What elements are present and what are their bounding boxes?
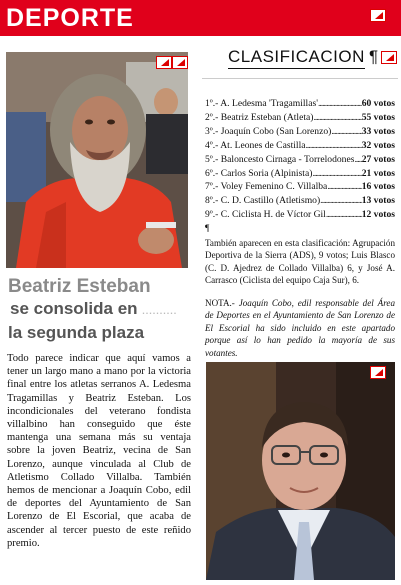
- note-text: [205, 297, 395, 359]
- corner-tag-icon: [156, 56, 172, 69]
- leader-dots: [312, 167, 361, 181]
- ranking-votes: 55 votos: [361, 111, 395, 123]
- ranking-votes: 33 votos: [361, 125, 395, 137]
- ranking-name: 7º.- Voley Femenino C. Villalba: [205, 181, 328, 193]
- leader-dots: [313, 111, 361, 125]
- article-body: Todo parece indicar que aquí vamos a tener un largo mano a mano por la victoria final entre los atletas serranos A. Ledesma Tragamillas y Beatriz Esteban. Los incondicionales del veterano fondista villalbino han conseguido que éste mantenga una semana más su ventaja sobre la joven Beatriz, vecina de San Lorenzo, aunque vinculada al Club de Atletismo Collado Villalba. También hemos de mencionar a Joaquín Cobo, edil de deportes del Ayuntamiento de San Lorenzo de El Escorial, que acaba de ascender al tercer puesto de este reñido premio.: [7, 353, 191, 549]
- councillor-photo: [206, 362, 395, 580]
- ranking-votes: 27 votos: [361, 153, 395, 165]
- ranking-row: [205, 153, 395, 167]
- also-ranked-text: También aparecen en esta clasificación: Agrupación Deportiva de la Sierra (ADS), 9 votos; Luis Blasco (C. D. Ajedrez de Collado Villalba) 6, y José A. Carrasco (Ciclista del equipo Caja Sur), 6.: [205, 238, 395, 286]
- ranking-row: [205, 194, 395, 208]
- ranking-row: [205, 167, 395, 181]
- leader-dots: [320, 194, 362, 208]
- corner-tag-icon: [370, 366, 386, 379]
- article-headline: [8, 276, 190, 343]
- corner-tag-icon: [381, 51, 397, 64]
- corner-tag-icon: [370, 9, 386, 22]
- corner-tag-icon: [172, 56, 188, 69]
- pilcrow-mark: ¶: [205, 223, 210, 234]
- headline-line-2: [8, 298, 190, 322]
- ranking-list: [205, 97, 395, 222]
- ranking-row: [205, 208, 395, 222]
- pilcrow-mark: ¶: [369, 47, 379, 66]
- ranking-name: 1º.- A. Ledesma 'Tragamillas': [205, 98, 318, 109]
- ranking-name: 9º.- C. Ciclista H. de Víctor Gil: [205, 209, 326, 221]
- athlete-photo: [6, 52, 188, 268]
- leader-dots: ..........: [142, 306, 178, 316]
- leader-dots: [318, 97, 362, 111]
- headline-line-3: la segunda plaza: [8, 323, 145, 342]
- note-body: Joaquín Cobo, edil responsable del Área de Deportes en el Ayuntamiento de San Lorenzo de El Escorial ha sido incluido en este apartado porque así lo han pedido la mayoría de sus votantes.: [205, 298, 395, 358]
- leader-dots: [327, 180, 361, 194]
- ranking-row: [205, 125, 395, 139]
- ranking-row: [205, 97, 395, 111]
- leader-dots: [331, 125, 361, 139]
- section-title: DEPORTE: [6, 4, 134, 32]
- ranking-name: 3º.- Joaquín Cobo (San Lorenzo): [205, 125, 332, 137]
- ranking-name: 4º.- At. Leones de Castilla: [205, 139, 306, 151]
- ranking-votes: 12 votos: [361, 209, 395, 221]
- ranking-votes: 32 votos: [361, 139, 395, 151]
- ranking-votes: 21 votos: [361, 167, 395, 179]
- headline-line-1: Beatriz Esteban: [8, 276, 151, 297]
- ranking-name: 6º.- Carlos Soria (Alpinista): [205, 167, 313, 179]
- ranking-name: 8º.- C. D. Castillo (Atletismo): [205, 195, 321, 207]
- ranking-row: [205, 111, 395, 125]
- ranking-votes: 13 votos: [361, 195, 395, 207]
- leader-dots: [354, 153, 361, 167]
- leader-dots: [306, 139, 362, 153]
- ranking-name: 2º.- Beatriz Esteban (Atleta): [205, 111, 314, 123]
- ranking-row: [205, 139, 395, 153]
- note-label: NOTA.-: [205, 298, 235, 308]
- divider: [202, 78, 398, 79]
- ranking-row: [205, 180, 395, 194]
- ranking-votes: 16 votos: [361, 181, 395, 193]
- headline-line-2-text: se consolida en: [10, 299, 138, 318]
- classification-title: CLASIFICACION: [228, 46, 365, 69]
- ranking-name: 5º.- Baloncesto Cirnaga - Torrelodones: [205, 153, 355, 165]
- leader-dots: [326, 208, 362, 222]
- ranking-votes: 60 votos: [361, 98, 395, 109]
